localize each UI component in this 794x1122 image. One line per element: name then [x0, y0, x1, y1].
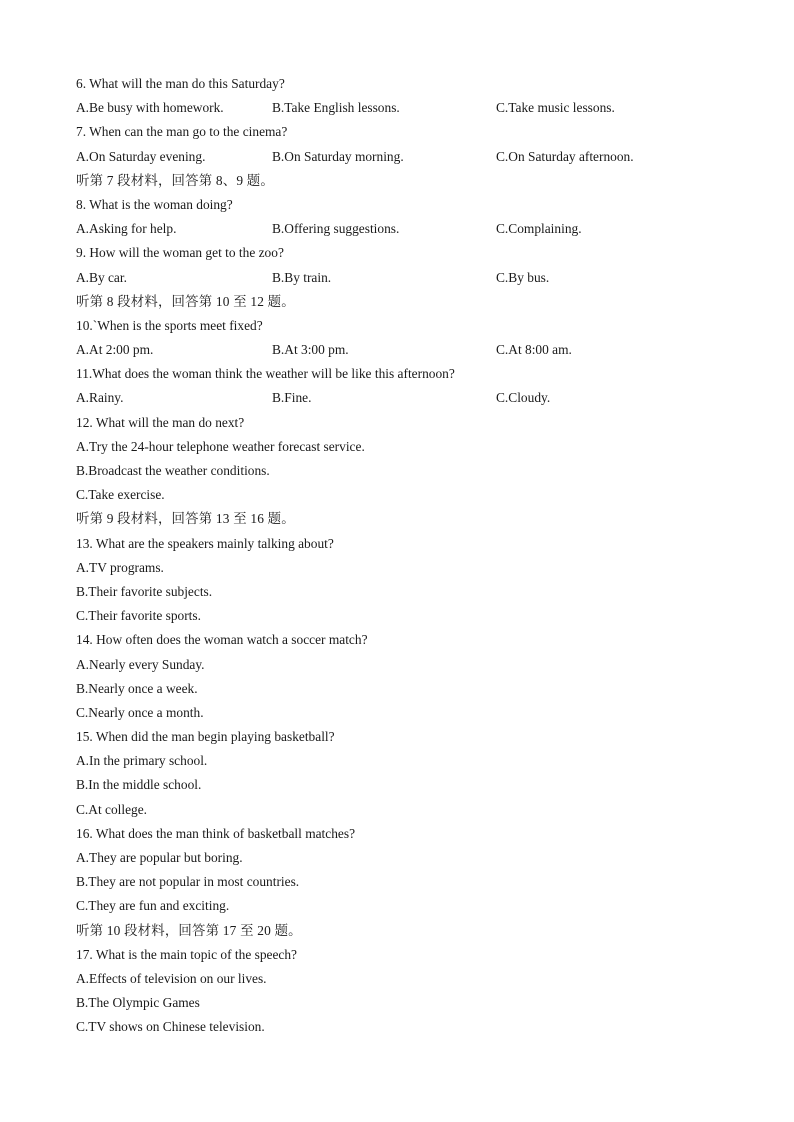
section-line	[0, 507, 794, 531]
option-text: A.At 2:00 pm.	[76, 342, 154, 358]
question-text: 14. How often does the woman watch a soccer match?	[76, 632, 368, 648]
option-text: B.Fine.	[272, 390, 312, 406]
question-line	[0, 943, 794, 967]
option-text: C.Complaining.	[496, 221, 582, 237]
option-text: B.At 3:00 pm.	[272, 342, 349, 358]
question-line	[0, 628, 794, 652]
question-text: 9. How will the woman get to the zoo?	[76, 245, 284, 261]
option-text: A.On Saturday evening.	[76, 148, 206, 164]
option-text: B.By train.	[272, 269, 332, 285]
question-line	[0, 241, 794, 265]
option-line	[0, 749, 794, 773]
document-page	[0, 72, 794, 1040]
option-text: C.Take exercise.	[76, 487, 165, 503]
option-line	[0, 870, 794, 894]
option-line	[0, 991, 794, 1015]
option-text: C.At college.	[76, 801, 148, 817]
option-text: A.Asking for help.	[76, 221, 177, 237]
option-line	[0, 653, 794, 677]
question-line	[0, 411, 794, 435]
option-row	[0, 96, 794, 120]
option-text: B.They are not popular in most countries.	[76, 874, 300, 890]
option-line	[0, 967, 794, 991]
option-line	[0, 677, 794, 701]
section-line	[0, 290, 794, 314]
option-text: A.Try the 24-hour telephone weather forecast service.	[76, 438, 365, 454]
question-text: 11.What does the woman think the weather will be like this afternoon?	[76, 366, 455, 382]
option-text: A.Nearly every Sunday.	[76, 656, 205, 672]
option-row	[0, 386, 794, 410]
option-text: C.On Saturday afternoon.	[496, 148, 634, 164]
question-text: 16. What does the man think of basketball matches?	[76, 825, 356, 841]
option-text: A.TV programs.	[76, 559, 164, 575]
question-line	[0, 822, 794, 846]
option-text: A.In the primary school.	[76, 753, 208, 769]
question-line	[0, 314, 794, 338]
option-text: B.Take English lessons.	[272, 100, 400, 116]
option-line	[0, 773, 794, 797]
option-line	[0, 435, 794, 459]
option-text: B.On Saturday morning.	[272, 148, 404, 164]
option-line	[0, 846, 794, 870]
option-text: C.Nearly once a month.	[76, 704, 204, 720]
option-text: B.Their favorite subjects.	[76, 583, 213, 599]
option-text: A.By car.	[76, 269, 127, 285]
question-line	[0, 120, 794, 144]
question-text: 12. What will the man do next?	[76, 414, 245, 430]
section-instruction: 听第 9 段材料，回答第 13 至 16 题。	[76, 511, 295, 527]
option-row	[0, 145, 794, 169]
option-line	[0, 894, 794, 918]
option-text: B.Offering suggestions.	[272, 221, 400, 237]
option-row	[0, 266, 794, 290]
question-text: 15. When did the man begin playing basketball?	[76, 729, 335, 745]
option-text: B.In the middle school.	[76, 777, 202, 793]
option-text: C.Cloudy.	[496, 390, 551, 406]
option-text: C.TV shows on Chinese television.	[76, 1019, 265, 1035]
section-line	[0, 169, 794, 193]
section-instruction: 听第 7 段材料，回答第 8、9 题。	[76, 172, 274, 188]
section-instruction: 听第 8 段材料，回答第 10 至 12 题。	[76, 293, 295, 309]
option-text: C.By bus.	[496, 269, 550, 285]
question-text: 8. What is the woman doing?	[76, 196, 233, 212]
question-text: 10.`When is the sports meet fixed?	[76, 317, 263, 333]
question-line	[0, 532, 794, 556]
option-text: A.Effects of television on our lives.	[76, 970, 267, 986]
question-text: 17. What is the main topic of the speech?	[76, 946, 298, 962]
option-text: C.Take music lessons.	[496, 100, 615, 116]
question-line	[0, 72, 794, 96]
question-text: 7. When can the man go to the cinema?	[76, 124, 288, 140]
option-line	[0, 556, 794, 580]
option-text: C.They are fun and exciting.	[76, 898, 230, 914]
option-text: A.They are popular but boring.	[76, 850, 243, 865]
option-row	[0, 338, 794, 362]
option-text: B.Nearly once a week.	[76, 680, 198, 696]
option-row	[0, 217, 794, 241]
option-text: A.Be busy with homework.	[76, 100, 224, 116]
question-line	[0, 193, 794, 217]
option-line	[0, 604, 794, 628]
option-text: A.Rainy.	[76, 390, 124, 406]
option-text: C.Their favorite sports.	[76, 608, 201, 624]
option-line	[0, 459, 794, 483]
option-line	[0, 580, 794, 604]
question-text: 13. What are the speakers mainly talking about?	[76, 535, 334, 551]
section-line	[0, 919, 794, 943]
option-line	[0, 798, 794, 822]
question-text: 6. What will the man do this Saturday?	[76, 76, 285, 91]
question-line	[0, 362, 794, 386]
option-text: C.At 8:00 am.	[496, 342, 572, 358]
question-line	[0, 725, 794, 749]
option-text: B.The Olympic Games	[76, 995, 200, 1011]
option-line	[0, 1015, 794, 1039]
option-line	[0, 701, 794, 725]
option-line	[0, 483, 794, 507]
section-instruction: 听第 10 段材料，回答第 17 至 20 题。	[76, 922, 302, 938]
option-text: B.Broadcast the weather conditions.	[76, 463, 270, 478]
